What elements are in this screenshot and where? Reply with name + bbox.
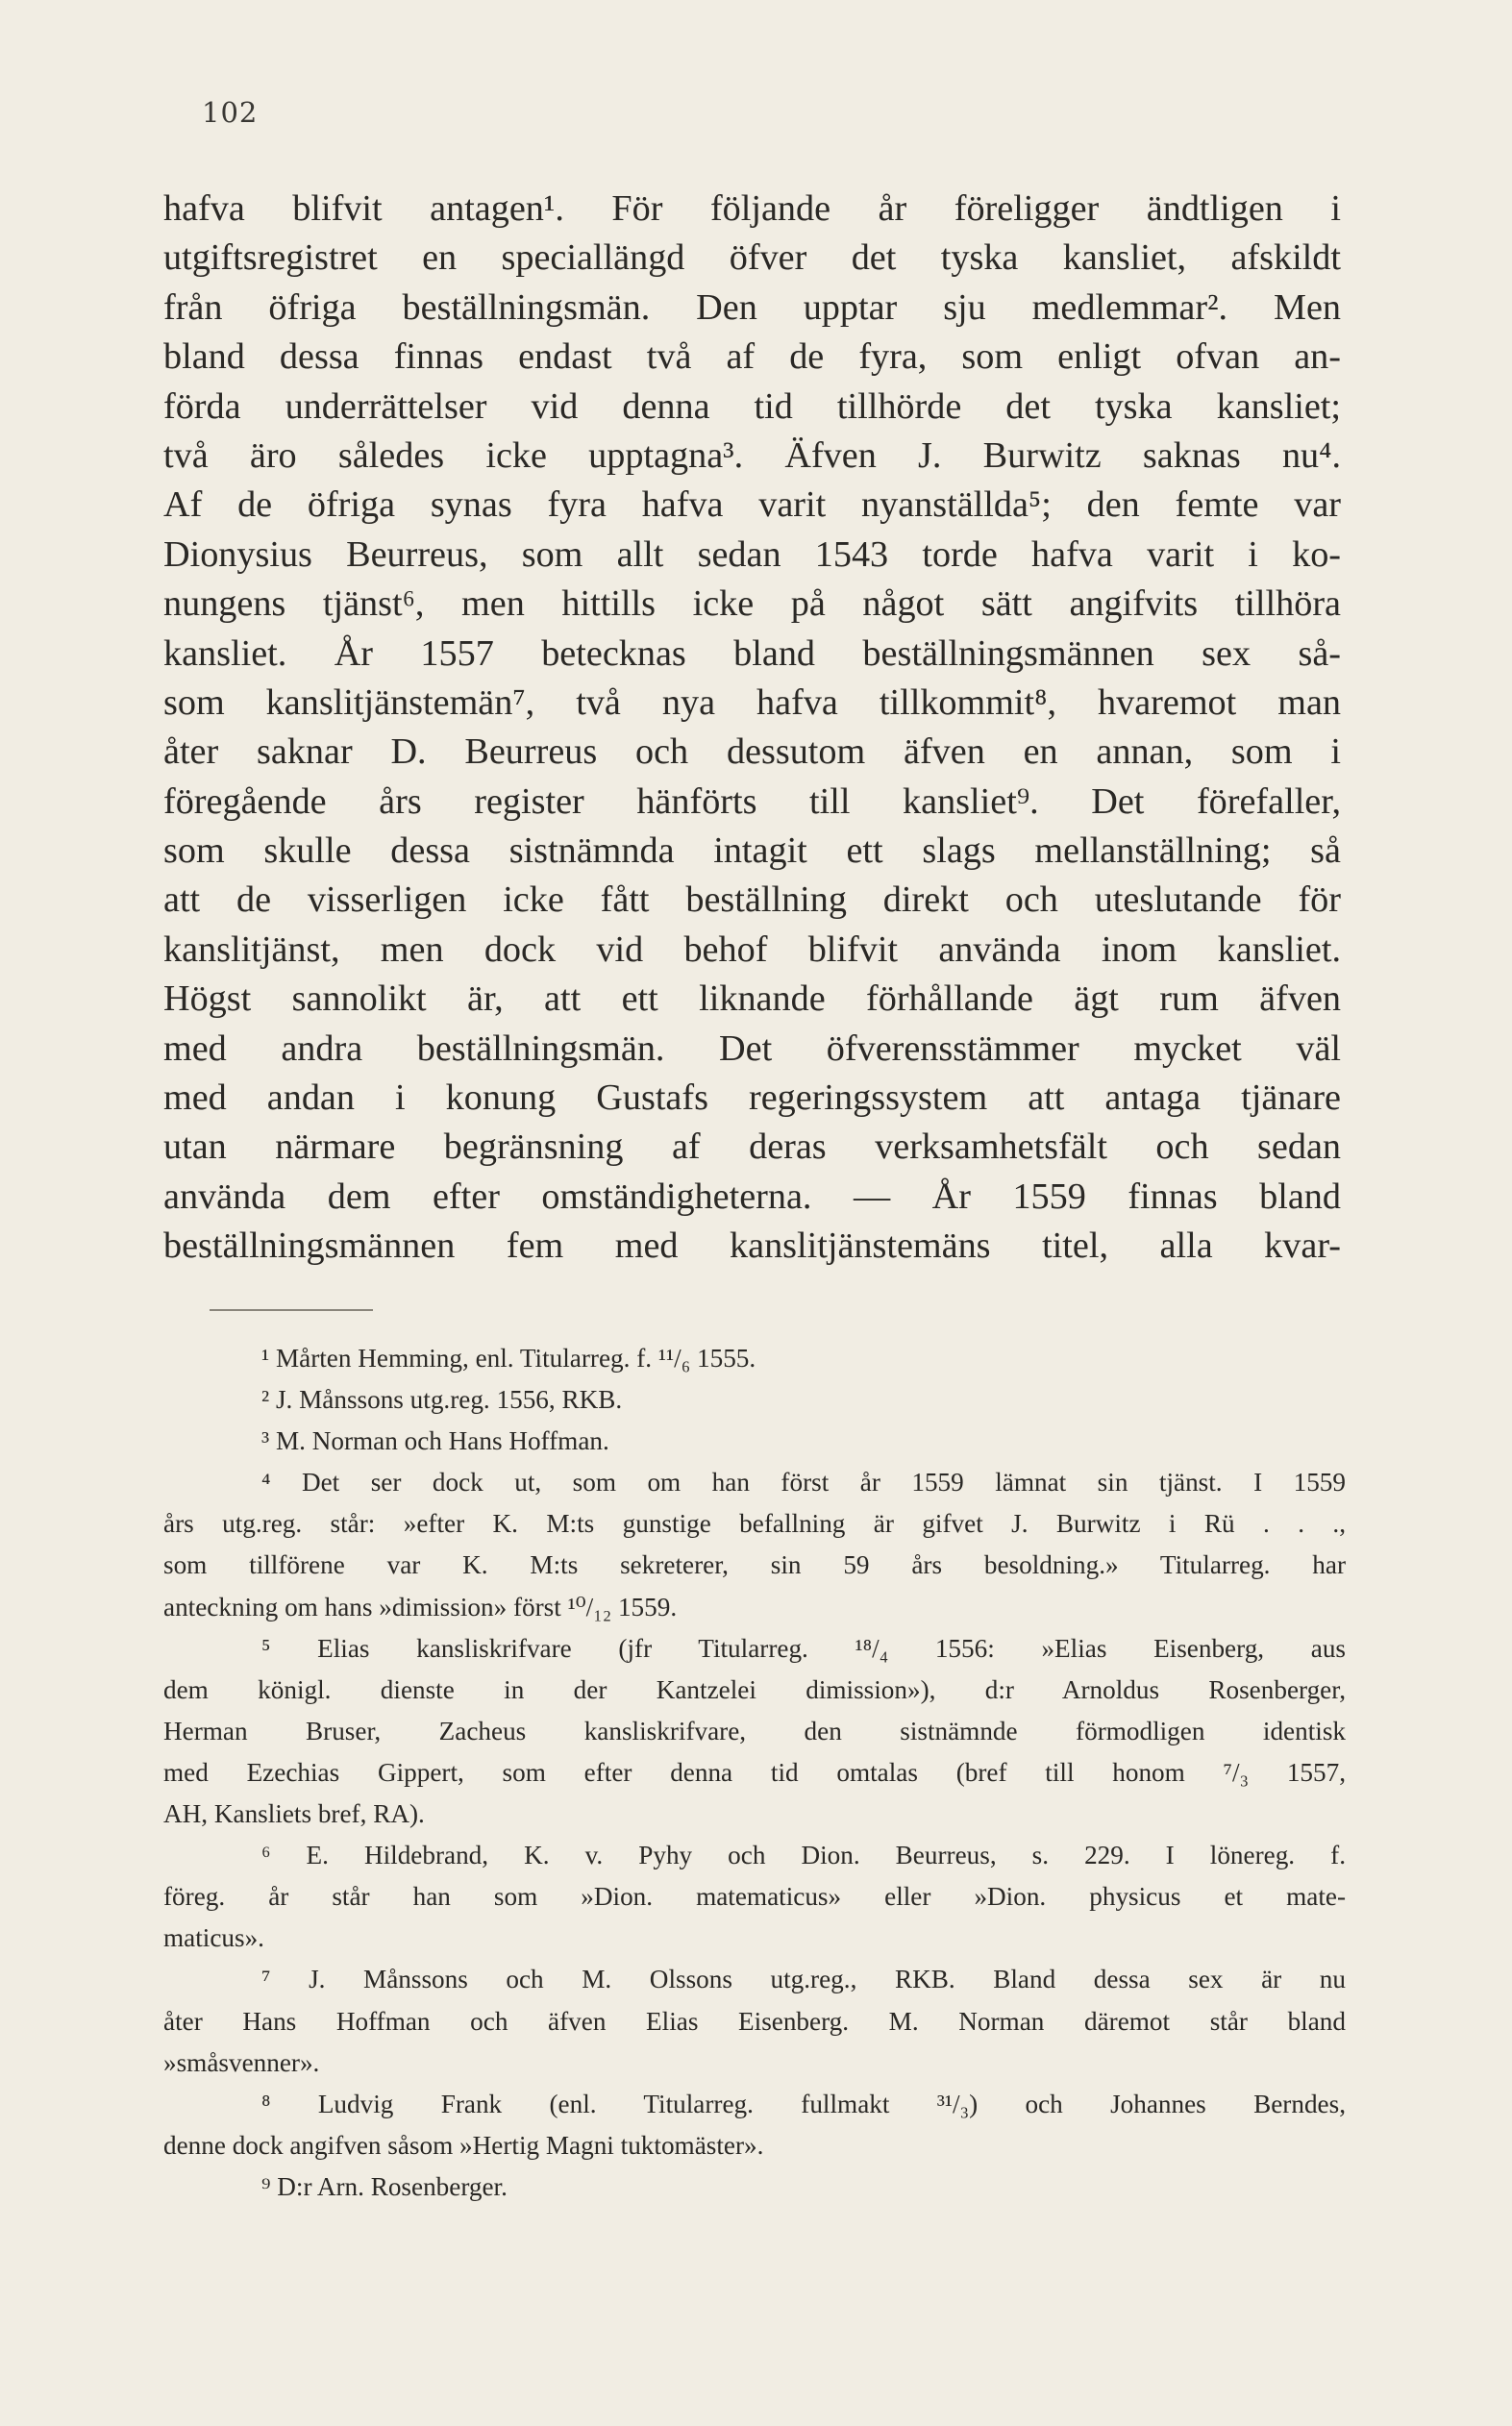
body-line: kanslitjänst, men dock vid behof blifvit använda inom kansliet. <box>163 928 1341 970</box>
body-line: att de visserligen icke fått beställning direkt och uteslutande för <box>163 879 1341 921</box>
footnotes <box>163 1338 1346 2208</box>
footnote-line: AH, Kansliets bref, RA). <box>163 1799 425 1829</box>
footnote-line: som tillförene var K. M:ts sekreterer, sin 59 års besoldning.» Titularreg. har <box>163 1550 1346 1580</box>
body-line: nungens tjänst⁶, men hittills icke på något sätt angifvits tillhöra <box>163 583 1341 625</box>
footnote-line: »småsvenner». <box>163 2047 320 2077</box>
footnote-line: ⁹ D:r Arn. Rosenberger. <box>261 2171 508 2201</box>
footnote-line: dem königl. dienste in der Kantzelei dimission»), d:r Arnoldus Rosenberger, <box>163 1674 1346 1704</box>
body-line: som skulle dessa sistnämnda intagit ett slags mellanställning; så <box>163 830 1341 872</box>
footnote-line: denne dock angifven såsom »Hertig Magni tuktomäster». <box>163 2130 764 2160</box>
body-line: hafva blifvit antagen¹. För följande år föreligger ändtligen i <box>163 188 1341 229</box>
body-line: som kanslitjänstemän⁷, två nya hafva tillkommit⁸, hvaremot man <box>163 681 1341 723</box>
footnote-divider <box>210 1309 373 1311</box>
body-line: med andra beställningsmän. Det öfverensstämmer mycket väl <box>163 1027 1341 1069</box>
body-line: beställningsmännen fem med kanslitjänstemäns titel, alla kvar- <box>163 1225 1341 1267</box>
body-line: föregående års register hänförts till kansliet⁹. Det förefaller, <box>163 780 1341 822</box>
body-line: förda underrättelser vid denna tid tillhörde det tyska kansliet; <box>163 385 1341 427</box>
footnote-line: åter Hans Hoffman och äfven Elias Eisenberg. M. Norman däremot står bland <box>163 2006 1346 2036</box>
body-line: kansliet. År 1557 betecknas bland beställningsmännen sex så- <box>163 632 1341 674</box>
body-line: med andan i konung Gustafs regeringssystem att antaga tjänare <box>163 1077 1341 1119</box>
body-text <box>163 185 1341 1272</box>
body-line: bland dessa finnas endast två af de fyra, som enligt ofvan an- <box>163 336 1341 378</box>
footnote-line: års utg.reg. står: »efter K. M:ts gunstige befallning är gifvet J. Burwitz i Rü . . ., <box>163 1509 1346 1539</box>
body-line: två äro således icke upptagna³. Äfven J. Burwitz saknas nu⁴. <box>163 434 1341 476</box>
body-line: Dionysius Beurreus, som allt sedan 1543 torde hafva varit i ko- <box>163 533 1341 575</box>
body-line: använda dem efter omständigheterna. — År 1559 finnas bland <box>163 1176 1341 1217</box>
footnote-line: ⁸ Ludvig Frank (enl. Titularreg. fullmakt ³¹/₃) och Johannes Berndes, <box>261 2089 1346 2118</box>
footnote-line: maticus». <box>163 1923 264 1953</box>
page-number: 102 <box>202 96 259 129</box>
footnote-line: ³ M. Norman och Hans Hoffman. <box>261 1426 609 1456</box>
body-line: åter saknar D. Beurreus och dessutom äfven en annan, som i <box>163 731 1341 773</box>
footnote-line: föreg. år står han som »Dion. matematicus» eller »Dion. physicus et mate- <box>163 1882 1346 1912</box>
body-line: från öfriga beställningsmän. Den upptar sju medlemmar². Men <box>163 286 1341 328</box>
footnote-line: ⁴ Det ser dock ut, som om han först år 1559 lämnat sin tjänst. I 1559 <box>261 1468 1346 1498</box>
footnote-line: ⁶ E. Hildebrand, K. v. Pyhy och Dion. Beurreus, s. 229. I lönereg. f. <box>261 1841 1346 1870</box>
body-line: Af de öfriga synas fyra hafva varit nyanställda⁵; den femte var <box>163 484 1341 526</box>
footnote-line: ² J. Månssons utg.reg. 1556, RKB. <box>261 1385 623 1415</box>
footnote-line: ⁵ Elias kansliskrifvare (jfr Titularreg. ¹⁸/₄ 1556: »Elias Eisenberg, aus <box>261 1633 1346 1663</box>
footnote-line: Herman Bruser, Zacheus kansliskrifvare, den sistnämnde förmodligen identisk <box>163 1716 1346 1745</box>
footnote-line: ¹ Mårten Hemming, enl. Titularreg. f. ¹¹/₆ 1555. <box>261 1344 756 1373</box>
body-line: Högst sannolikt är, att ett liknande förhållande ägt rum äfven <box>163 978 1341 1020</box>
footnote-line: ⁷ J. Månssons och M. Olssons utg.reg., RKB. Bland dessa sex är nu <box>261 1965 1346 1994</box>
footnote-line: med Ezechias Gippert, som efter denna tid omtalas (bref till honom ⁷/₃ 1557, <box>163 1757 1346 1787</box>
body-line: utan närmare begränsning af deras verksamhetsfält och sedan <box>163 1126 1341 1168</box>
footnote-line: anteckning om hans »dimission» först ¹⁰/₁₂ 1559. <box>163 1592 678 1621</box>
body-line: utgiftsregistret en speciallängd öfver det tyska kansliet, afskildt <box>163 237 1341 279</box>
